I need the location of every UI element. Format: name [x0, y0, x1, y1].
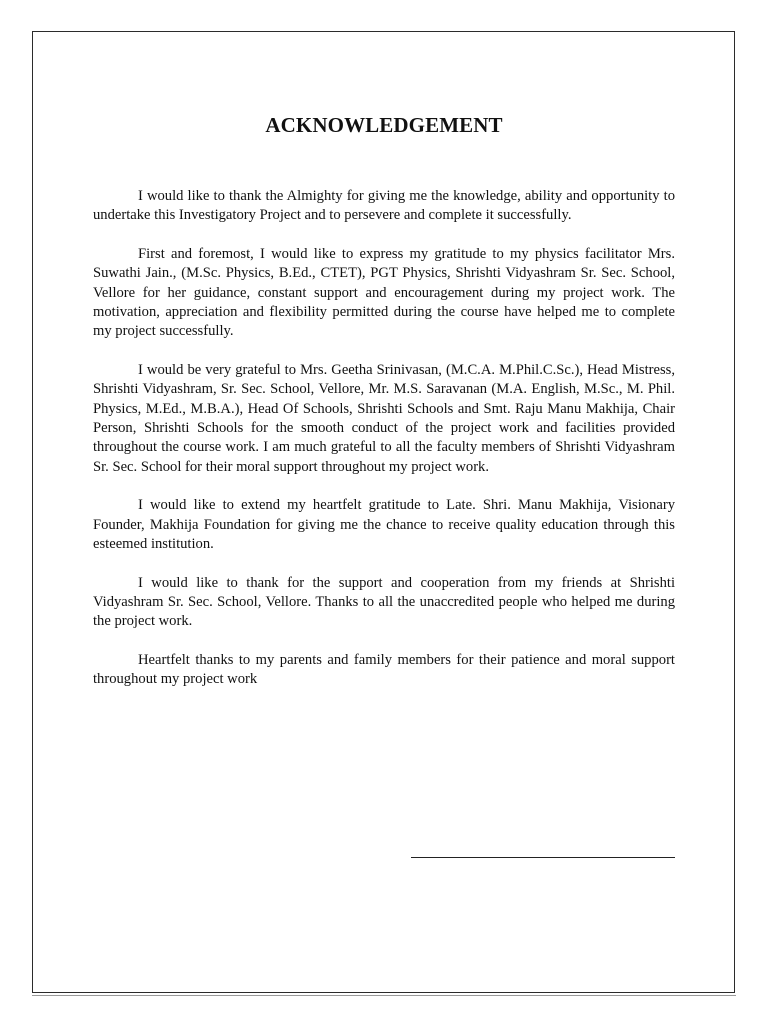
page-bottom-rule	[32, 995, 736, 996]
paragraph-thanks-family: Heartfelt thanks to my parents and family members for their patience and moral support throughout my project work	[93, 651, 675, 688]
paragraph-thanks-school-heads: I would be very grateful to Mrs. Geetha Srinivasan, (M.C.A. M.Phil.C.Sc.), Head Mistress, Shrishti Vidyashram, Sr. Sec. School, Vellore, Mr. M.S. Saravanan (M.A. English, M.Sc., M. Phil. Physics, M.Ed., M.B.A.), Head Of Schools, Shrishti Schools and Smt. Raju Manu Makhija, Chair Person, Shrishti Schools for the smooth conduct of the project work and facilities provided throughout the course work. I am much grateful to all the faculty members of Shrishti Vidyashram Sr. Sec. School for their moral support throughout my project work.	[93, 361, 675, 475]
signature-line	[411, 857, 675, 858]
paragraph-thanks-almighty: I would like to thank the Almighty for giving me the knowledge, ability and opportunity to undertake this Investigatory Project and to persevere and complete it successfully.	[93, 188, 675, 224]
paragraph-thanks-facilitator: First and foremost, I would like to express my gratitude to my physics facilitator Mrs. Suwathi Jain., (M.Sc. Physics, B.Ed., CTET), PGT Physics, Shrishti Vidyashram Sr. Sec. School, Vellore for her guidance, constant support and encouragement during my project work. The motivation, appreciation and flexibility permitted during the course have helped me to complete my project successfully.	[93, 245, 675, 340]
paragraph-thanks-friends: I would like to thank for the support and cooperation from my friends at Shrishti Vidyashram Sr. Sec. School, Vellore. Thanks to all the unaccredited people who helped me during the project work.	[93, 574, 675, 630]
paragraph-thanks-founder: I would like to extend my heartfelt gratitude to Late. Shri. Manu Makhija, Visionary Founder, Makhija Foundation for giving me the chance to receive quality education through this esteemed institution.	[93, 497, 675, 553]
acknowledgement-body	[93, 187, 675, 709]
page-title: ACKNOWLEDGEMENT	[265, 113, 503, 137]
